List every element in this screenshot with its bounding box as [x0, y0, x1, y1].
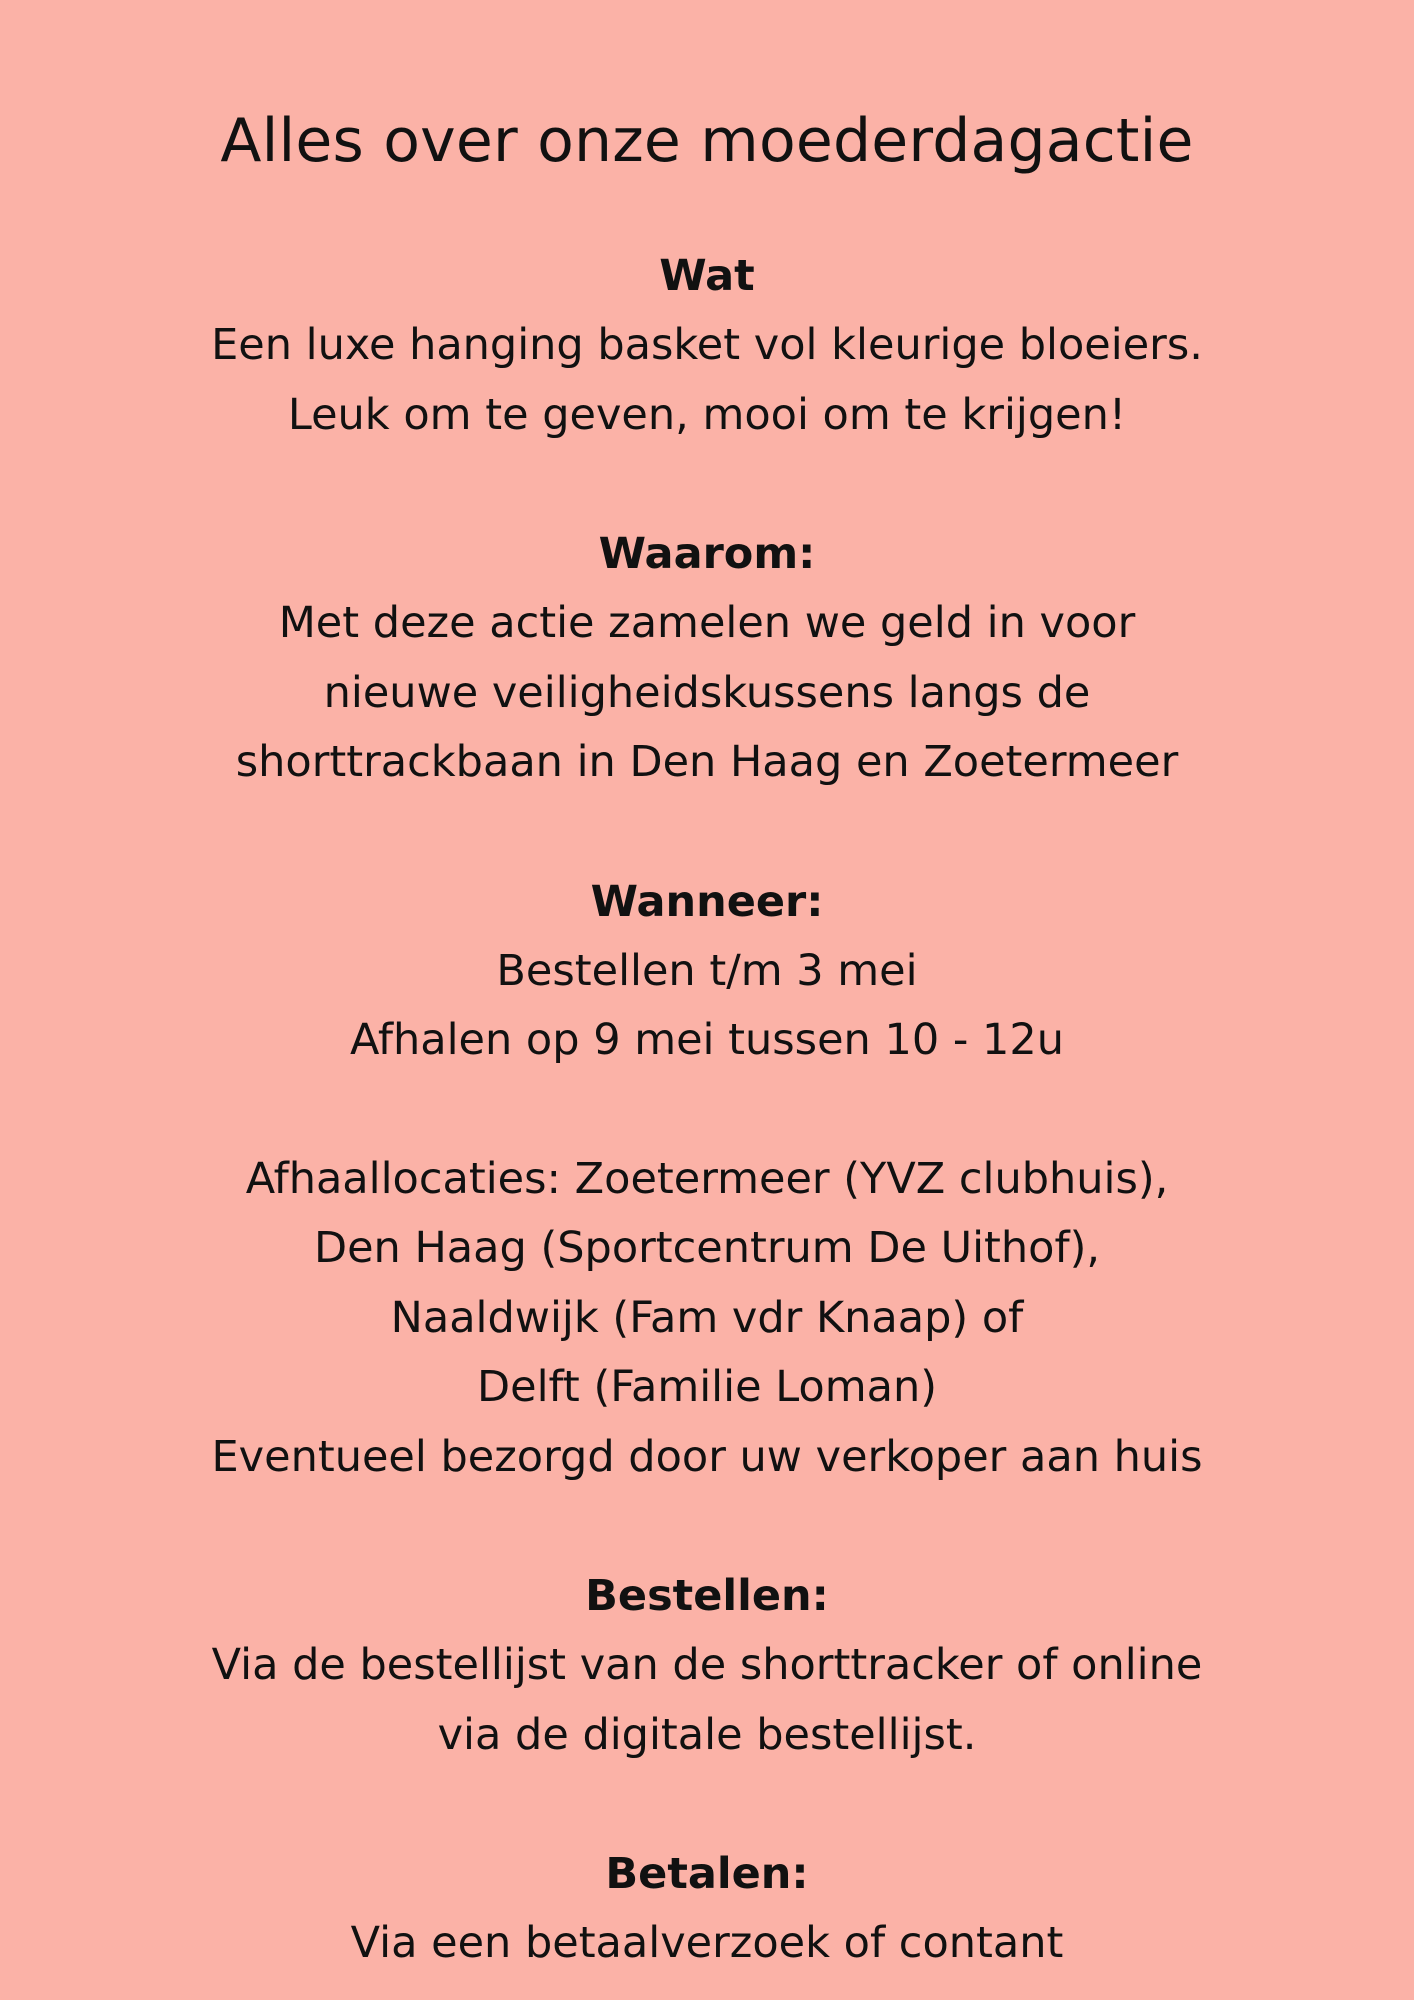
section-betalen	[0, 1839, 1414, 1979]
section-heading-wanneer: Wanneer:	[590, 876, 824, 927]
section-heading-bestellen: Bestellen:	[585, 1571, 829, 1621]
body-line: Delft (Familie Loman)	[477, 1362, 937, 1412]
body-line: Met deze actie zamelen we geld in voor	[278, 598, 1136, 648]
section-body-afhaallocaties	[0, 1145, 1414, 1493]
section-body-bestellen	[0, 1631, 1414, 1770]
body-line: Bestellen t/m 3 mei	[496, 945, 918, 996]
section-wat	[0, 241, 1414, 450]
body-line: shorttrackbaan in Den Haag en Zoetermeer	[235, 737, 1179, 787]
body-line: Eventueel bezorgd door uw verkoper aan huis	[211, 1431, 1203, 1482]
section-heading-wat: Wat	[659, 251, 755, 301]
body-line: Een luxe hanging basket vol kleurige bloeiers.	[211, 320, 1203, 370]
section-body-wat	[0, 311, 1414, 450]
body-line: Den Haag (Sportcentrum De Uithof),	[313, 1223, 1101, 1273]
body-line: Naaldwijk (Fam vdr Knaap) of	[390, 1292, 1024, 1343]
section-heading-waarom: Waarom:	[598, 529, 816, 579]
body-line: nieuwe veiligheidskussens langs de	[323, 667, 1091, 718]
body-line: via de digitale bestellijst.	[437, 1709, 977, 1760]
section-afhaallocaties	[0, 1145, 1414, 1493]
body-line: Via een betaalverzoek of contant	[350, 1918, 1064, 1968]
section-waarom	[0, 519, 1414, 798]
body-line: Afhaallocaties: Zoetermeer (YVZ clubhuis),	[245, 1153, 1169, 1204]
section-wanneer	[0, 867, 1414, 1076]
section-bestellen	[0, 1561, 1414, 1770]
body-line: Leuk om te geven, mooi om te krijgen!	[287, 389, 1127, 440]
section-body-waarom	[0, 589, 1414, 798]
body-line: Afhalen op 9 mei tussen 10 - 12u	[349, 1015, 1065, 1065]
body-line: Via de bestellijst van de shorttracker of online	[211, 1640, 1203, 1690]
section-body-betalen	[0, 1909, 1414, 1979]
section-body-wanneer	[0, 937, 1414, 1076]
section-heading-betalen: Betalen:	[605, 1849, 809, 1899]
page-title: Alles over onze moederdagactie	[220, 106, 1194, 176]
